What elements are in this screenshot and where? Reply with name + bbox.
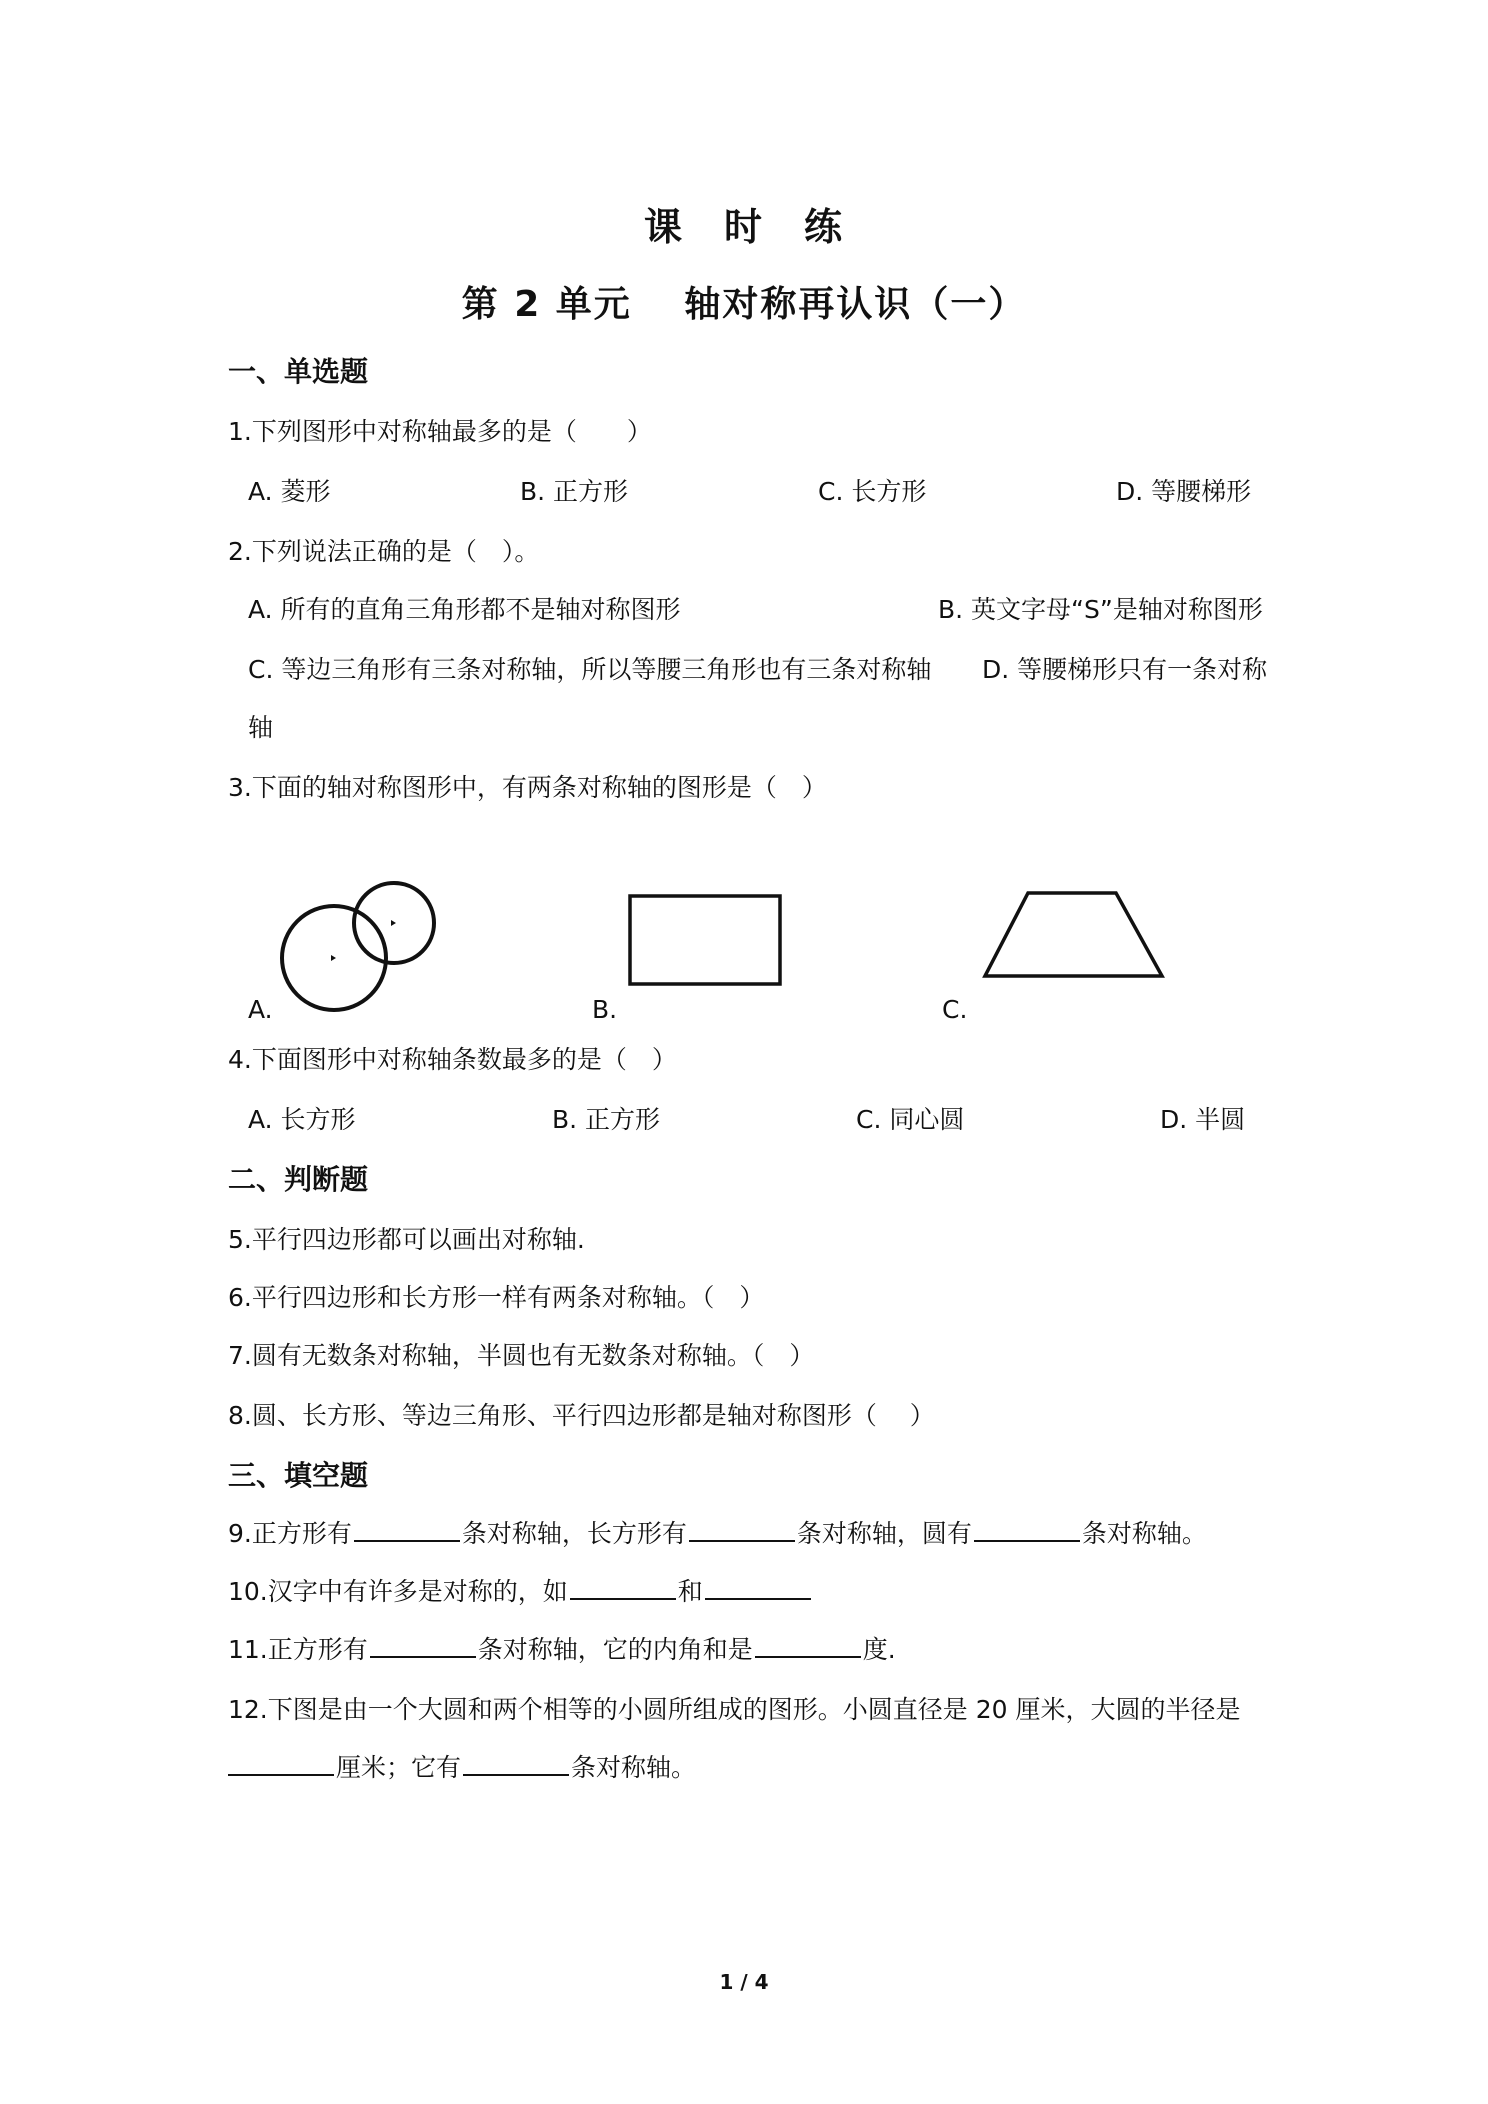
question-3: 3.下面的轴对称图形中，有两条对称轴的图形是（ ） (228, 773, 827, 802)
q4-option-b[interactable]: B. 正方形 (552, 1105, 661, 1134)
q2-option-b[interactable]: B. 英文字母“S”是轴对称图形 (938, 595, 1263, 624)
question-4: 4.下面图形中对称轴条数最多的是（ ） (228, 1045, 677, 1074)
question-11 (228, 1630, 896, 1666)
center-dot (391, 920, 396, 926)
q10-text-1: 10.汉字中有许多是对称的，如 (228, 1577, 568, 1606)
q11-text-1: 11.正方形有 (228, 1635, 368, 1664)
q3-option-b[interactable]: B. (592, 995, 618, 1024)
section-single-choice: 一、单选题 (228, 355, 369, 388)
answer-blank[interactable] (705, 1576, 811, 1600)
question-12: 12.下图是由一个大圆和两个相等的小圆所组成的图形。小圆直径是 20 厘米，大圆的半径是 (228, 1695, 1241, 1724)
rectangle-figure (626, 892, 786, 992)
trapezoid-shape (985, 893, 1162, 976)
question-8: 8.圆、长方形、等边三角形、平行四边形都是轴对称图形（ ） (228, 1401, 935, 1430)
answer-blank[interactable] (689, 1518, 795, 1542)
q9-text-1: 9.正方形有 (228, 1519, 352, 1548)
question-9 (228, 1514, 1207, 1550)
question-2: 2.下列说法正确的是（ ）。 (228, 537, 540, 566)
unit-title: 第 2 单元 轴对称再认识（一） (461, 284, 1027, 325)
question-1: 1.下列图形中对称轴最多的是（ ） (228, 417, 652, 446)
q2-option-a[interactable]: A. 所有的直角三角形都不是轴对称图形 (248, 595, 681, 624)
rectangle-shape (630, 896, 780, 984)
page-number: 1 / 4 (719, 1970, 769, 1994)
q4-option-d[interactable]: D. 半圆 (1160, 1105, 1246, 1134)
two-circles-figure (270, 868, 450, 1018)
q9-text-2: 条对称轴，长方形有 (461, 1519, 687, 1548)
q1-option-c[interactable]: C. 长方形 (818, 477, 927, 506)
answer-blank[interactable] (370, 1634, 476, 1658)
section-fill-blank: 三、填空题 (228, 1459, 369, 1492)
question-6: 6.平行四边形和长方形一样有两条对称轴。（ ） (228, 1283, 765, 1312)
question-12-cont (228, 1748, 696, 1784)
q1-option-d[interactable]: D. 等腰梯形 (1116, 477, 1252, 506)
q1-option-b[interactable]: B. 正方形 (520, 477, 629, 506)
q4-option-a[interactable]: A. 长方形 (248, 1105, 356, 1134)
question-5: 5.平行四边形都可以画出对称轴. (228, 1225, 585, 1254)
q2-option-c[interactable]: C. 等边三角形有三条对称轴，所以等腰三角形也有三条对称轴 (248, 655, 932, 684)
q9-text-4: 条对称轴。 (1081, 1519, 1207, 1548)
trapezoid-figure (980, 888, 1170, 992)
question-7: 7.圆有无数条对称轴，半圆也有无数条对称轴。（ ） (228, 1341, 815, 1370)
q11-text-3: 度. (862, 1635, 896, 1664)
section-true-false: 二、判断题 (228, 1163, 369, 1196)
answer-blank[interactable] (974, 1518, 1080, 1542)
q3-option-a[interactable]: A. (248, 995, 273, 1024)
q11-text-2: 条对称轴，它的内角和是 (477, 1635, 753, 1664)
q2-option-d-wrap: 轴 (248, 713, 274, 742)
q3-option-c[interactable]: C. (942, 995, 968, 1024)
q10-text-2: 和 (677, 1577, 703, 1606)
answer-blank[interactable] (463, 1752, 569, 1776)
answer-blank[interactable] (570, 1576, 676, 1600)
answer-blank[interactable] (755, 1634, 861, 1658)
page-title: 课 时 练 (643, 205, 844, 249)
q4-option-c[interactable]: C. 同心圆 (856, 1105, 965, 1134)
q9-text-3: 条对称轴，圆有 (796, 1519, 972, 1548)
q12-text-1: 厘米；它有 (336, 1753, 462, 1782)
q1-option-a[interactable]: A. 菱形 (248, 477, 331, 506)
q2-option-d[interactable]: D. 等腰梯形只有一条对称 (982, 655, 1268, 684)
q12-text-2: 条对称轴。 (571, 1753, 697, 1782)
answer-blank[interactable] (354, 1518, 460, 1542)
question-10 (228, 1572, 813, 1608)
center-dot (331, 955, 336, 961)
answer-blank[interactable] (228, 1752, 334, 1776)
